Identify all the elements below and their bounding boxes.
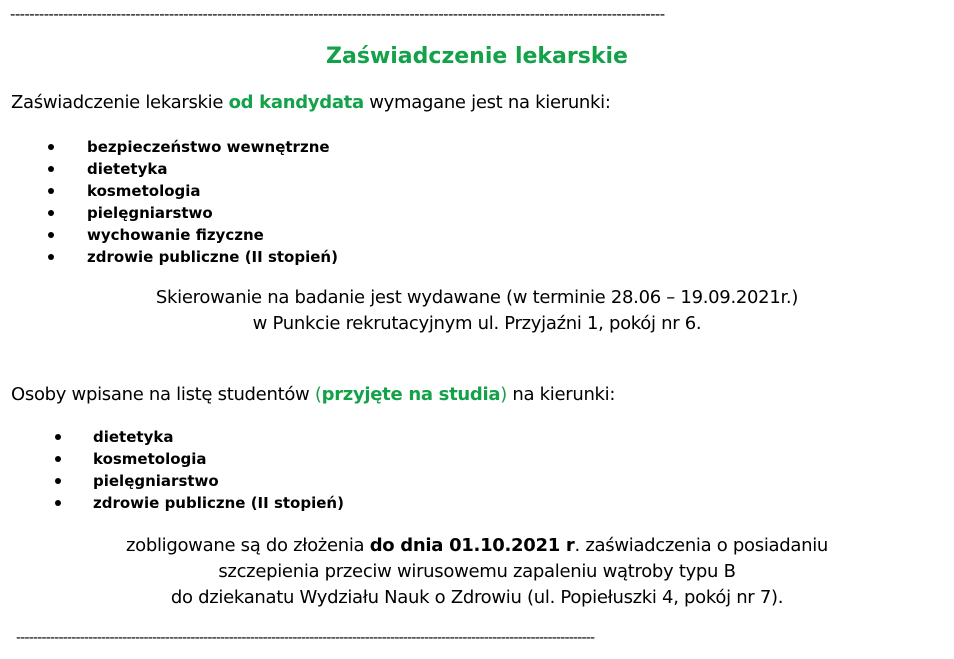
list-item-label: zdrowie publiczne (II stopień) bbox=[87, 248, 338, 266]
obligation-prefix: zobligowane są do złożenia bbox=[125, 535, 370, 556]
bullet-icon bbox=[48, 254, 54, 260]
list-item-label: zdrowie publiczne (II stopień) bbox=[93, 494, 344, 512]
obligation-suffix: . zaświadczenia o posiadaniu bbox=[574, 535, 829, 556]
students-suffix: na kierunki: bbox=[506, 384, 616, 405]
list-item-label: pielęgniarstwo bbox=[93, 472, 219, 490]
separator-bottom: ---------------------------------------------------------------------------------------------------------------------------------------- bbox=[16, 630, 595, 646]
obligation-paragraph bbox=[0, 533, 954, 611]
referral-line-1: Skierowanie na badanie jest wydawane (w terminie 28.06 – 19.09.2021r.) bbox=[155, 287, 799, 308]
referral-line-2: w Punkcie rekrutacyjnym ul. Przyjaźni 1, pokój nr 6. bbox=[252, 313, 702, 334]
obligation-line-1 bbox=[0, 533, 954, 559]
students-paragraph bbox=[11, 384, 615, 405]
bullet-icon bbox=[55, 456, 61, 462]
students-highlight: przyjęte na studia bbox=[321, 384, 501, 405]
obligation-line-3: do dziekanatu Wydziału Nauk o Zdrowiu (ul. Popiełuszki 4, pokój nr 7). bbox=[170, 587, 784, 608]
intro-prefix: Zaświadczenie lekarskie bbox=[11, 92, 229, 113]
bullet-icon bbox=[48, 166, 54, 172]
intro-highlight: od kandydata bbox=[228, 92, 364, 113]
list-item-label: pielęgniarstwo bbox=[87, 204, 213, 222]
page-title: Zaświadczenie lekarskie bbox=[326, 44, 628, 69]
list-item-label: kosmetologia bbox=[93, 450, 207, 468]
bullet-icon bbox=[55, 434, 61, 440]
students-prefix: Osoby wpisane na listę studentów bbox=[11, 384, 315, 405]
separator-top: ---------------------------------------------------------------------------------------------------------------------------------------- bbox=[10, 6, 665, 22]
students-close-paren: ) bbox=[500, 384, 507, 405]
bullet-icon bbox=[48, 232, 54, 238]
list-item-label: wychowanie fizyczne bbox=[87, 226, 264, 244]
list-item-label: dietetyka bbox=[93, 428, 174, 446]
bullet-icon bbox=[55, 478, 61, 484]
bullet-icon bbox=[48, 144, 54, 150]
bullet-icon bbox=[48, 210, 54, 216]
bullet-icon bbox=[55, 500, 61, 506]
obligation-deadline: do dnia 01.10.2021 r bbox=[369, 535, 575, 556]
intro-suffix: wymagane jest na kierunki: bbox=[363, 92, 611, 113]
students-open-paren: ( bbox=[314, 384, 322, 405]
list-item-label: bezpieczeństwo wewnętrzne bbox=[87, 138, 330, 156]
list-item-label: dietetyka bbox=[87, 160, 168, 178]
referral-paragraph bbox=[0, 285, 954, 337]
list-item-label: kosmetologia bbox=[87, 182, 201, 200]
bullet-icon bbox=[48, 188, 54, 194]
obligation-line-2: szczepienia przeciw wirusowemu zapaleniu wątroby typu B bbox=[218, 561, 736, 582]
intro-paragraph bbox=[11, 92, 611, 113]
